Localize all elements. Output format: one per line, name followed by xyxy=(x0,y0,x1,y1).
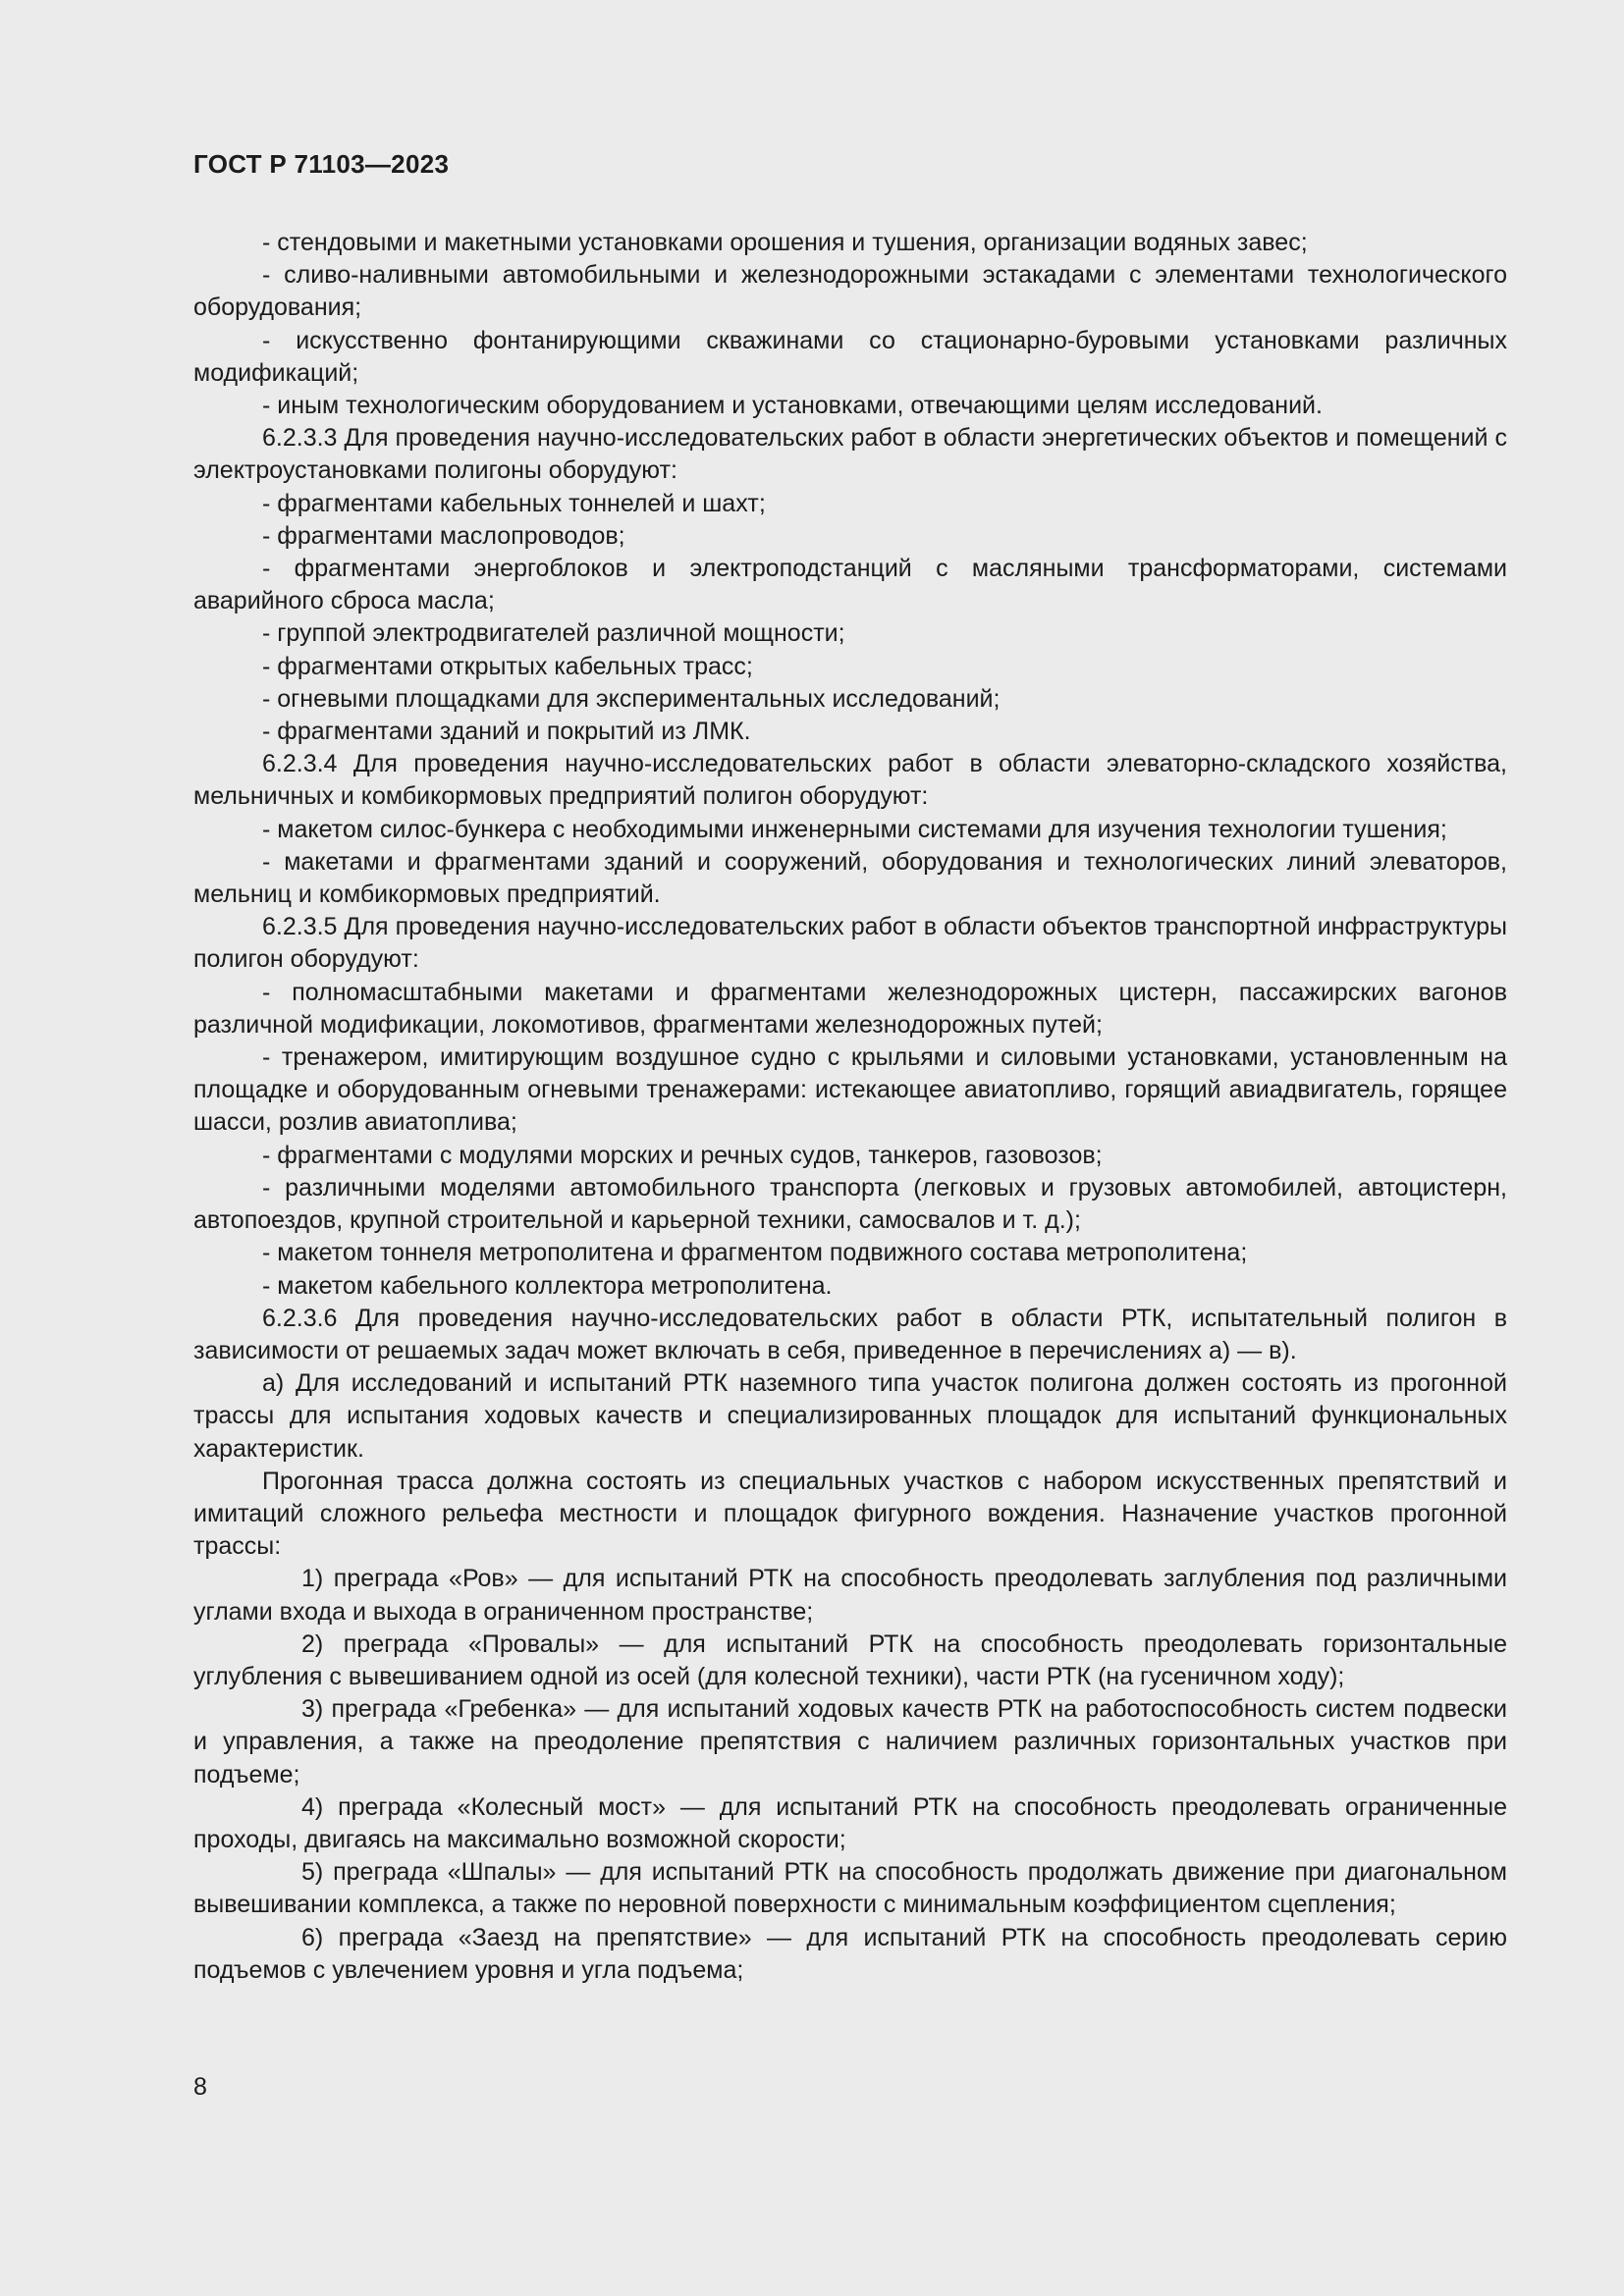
paragraph: - полномасштабными макетами и фрагментами железнодорожных цистерн, пассажирских вагонов различной модификации, локомотивов, фрагментами железнодорожных путей; xyxy=(193,978,1507,1039)
paragraph: - фрагментами энергоблоков и электроподстанций с масляными трансформаторами, системами аварийного сброса масла; xyxy=(193,555,1507,615)
document-body xyxy=(193,227,1507,1987)
paragraph: 6.2.3.6 Для проведения научно-исследовательских работ в области РТК, испытательный полигон в зависимости от решаемых задач может включать в себя, приведенное в перечислениях а) — в). xyxy=(193,1304,1507,1364)
paragraph: - макетом кабельного коллектора метрополитена. xyxy=(262,1271,833,1300)
paragraph: 1) преграда «Ров» — для испытаний РТК на способность преодолевать заглубления под различными углами входа и выхода в ограниченном пространстве; xyxy=(193,1565,1507,1626)
paragraph: - огневыми площадками для экспериментальных исследований; xyxy=(262,684,1001,713)
paragraph: 2) преграда «Провалы» — для испытаний РТК на способность преодолевать горизонтальные углубления с вывешиванием одной из осей (для колесной техники), части РТК (на гусеничном ходу); xyxy=(193,1629,1507,1690)
document-header: ГОСТ Р 71103—2023 xyxy=(193,149,450,179)
paragraph: Прогонная трасса должна состоять из специальных участков с набором искусственных препятствий и имитаций сложного рельефа местности и площадок фигурного вождения. Назначение участков прогонной трассы: xyxy=(193,1467,1507,1561)
paragraph: - макетом тоннеля метрополитена и фрагментом подвижного состава метрополитена; xyxy=(262,1239,1248,1267)
paragraph: - искусственно фонтанирующими скважинами со стационарно-буровыми установками различных модификаций; xyxy=(193,326,1507,387)
paragraph: 4) преграда «Колесный мост» — для испытаний РТК на способность преодолевать ограниченные проходы, двигаясь на максимально возможной скорости; xyxy=(193,1792,1507,1853)
paragraph: а) Для исследований и испытаний РТК наземного типа участок полигона должен состоять из прогонной трассы для испытания ходовых качеств и специализированных площадок для испытаний функциональных характеристик. xyxy=(193,1369,1507,1463)
paragraph: - группой электродвигателей различной мощности; xyxy=(262,619,845,648)
page-number: 8 xyxy=(193,2073,207,2101)
paragraph: 6.2.3.5 Для проведения научно-исследовательских работ в области объектов транспортной инфраструктуры полигон оборудуют: xyxy=(193,913,1507,974)
paragraph: - тренажером, имитирующим воздушное судно с крыльями и силовыми установками, установленным на площадке и оборудованным огневыми тренажерами: истекающее авиатопливо, горящий авиадвигатель, горящее шасси, розлив авиатоплива; xyxy=(193,1043,1507,1137)
paragraph: 3) преграда «Гребенка» — для испытаний ходовых качеств РТК на работоспособность систем подвески и управления, а также на преодоление препятствия с наличием различных горизонтальных участков при подъеме; xyxy=(193,1695,1507,1789)
paragraph: 5) преграда «Шпалы» — для испытаний РТК на способность продолжать движение при диагональном вывешивании комплекса, а также по неровной поверхности с минимальным коэффициентом сцепления; xyxy=(193,1858,1507,1919)
paragraph: - фрагментами кабельных тоннелей и шахт; xyxy=(262,489,766,517)
paragraph: 6) преграда «Заезд на препятствие» — для испытаний РТК на способность преодолевать серию подъемов с увлечением уровня и угла подъема; xyxy=(193,1923,1507,1984)
paragraph: - стендовыми и макетными установками орошения и тушения, организации водяных завес; xyxy=(262,229,1308,256)
paragraph: - фрагментами с модулями морских и речных судов, танкеров, газовозов; xyxy=(262,1141,1103,1169)
paragraph: 6.2.3.3 Для проведения научно-исследовательских работ в области энергетических объектов и помещений с электроустановками полигоны оборудуют: xyxy=(193,424,1507,485)
paragraph: - фрагментами маслопроводов; xyxy=(262,521,625,550)
paragraph: - различными моделями автомобильного транспорта (легковых и грузовых автомобилей, автоцистерн, автопоездов, крупной строительной и карьерной техники, самосвалов и т. д.); xyxy=(193,1173,1507,1235)
paragraph: - фрагментами открытых кабельных трасс; xyxy=(262,652,753,680)
paragraph: - иным технологическим оборудованием и установками, отвечающими целям исследований. xyxy=(262,392,1323,420)
paragraph: 6.2.3.4 Для проведения научно-исследовательских работ в области элеваторно-складского хозяйства, мельничных и комбикормовых предприятий полигон оборудуют: xyxy=(193,750,1507,811)
paragraph: - фрагментами зданий и покрытий из ЛМК. xyxy=(262,718,751,746)
paragraph: - сливо-наливными автомобильными и железнодорожными эстакадами с элементами технологического оборудования; xyxy=(193,261,1507,322)
paragraph: - макетами и фрагментами зданий и сооружений, оборудования и технологических линий элеваторов, мельниц и комбикормовых предприятий. xyxy=(193,847,1507,909)
paragraph: - макетом силос-бункера с необходимыми инженерными системами для изучения технологии тушения; xyxy=(262,815,1447,843)
